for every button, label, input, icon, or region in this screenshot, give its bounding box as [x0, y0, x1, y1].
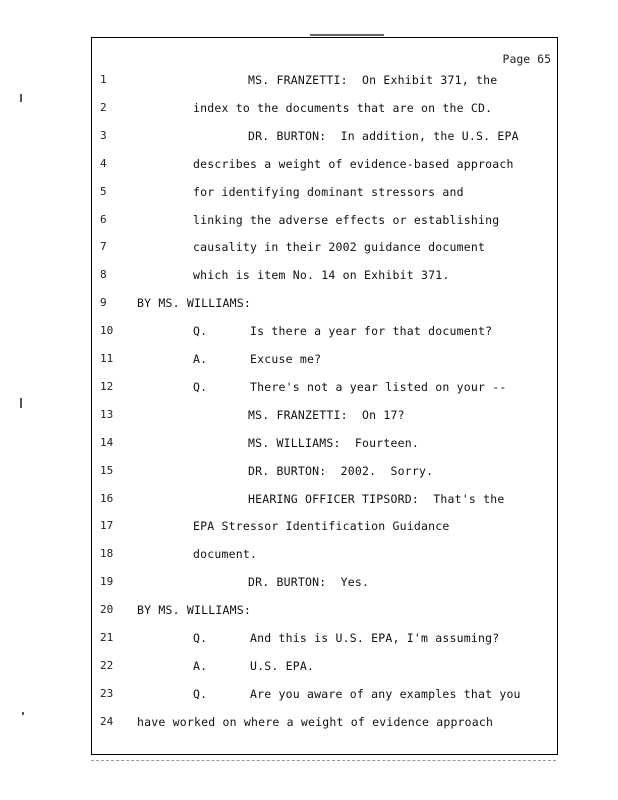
line-number: 20 — [100, 603, 114, 616]
page-number: Page 65 — [502, 52, 551, 66]
transcript-line: MS. FRANZETTI: On Exhibit 371, the — [248, 73, 498, 87]
transcript-line: BY MS. WILLIAMS: — [137, 296, 251, 310]
line-number: 18 — [100, 547, 114, 560]
line-number: 5 — [100, 185, 107, 198]
line-number: 19 — [100, 575, 114, 588]
transcript-line: EPA Stressor Identification Guidance — [193, 519, 450, 533]
line-number: 22 — [100, 659, 114, 672]
transcript-line: linking the adverse effects or establishing — [193, 213, 500, 227]
line-number: 13 — [100, 408, 114, 421]
line-number: 16 — [100, 492, 114, 505]
transcript-line: document. — [193, 547, 258, 561]
line-number: 8 — [100, 268, 107, 281]
transcript-line: Q. Are you aware of any examples that you — [193, 687, 521, 701]
transcript-line: causality in their 2002 guidance document — [193, 240, 486, 254]
transcript-line: Q. Is there a year for that document? — [193, 324, 493, 338]
line-number: 21 — [100, 631, 114, 644]
scan-speck — [20, 398, 22, 408]
transcript-line: A. Excuse me? — [193, 352, 322, 366]
transcript-line: for identifying dominant stressors and — [193, 185, 464, 199]
line-number: 15 — [100, 464, 114, 477]
page-top-mark — [310, 34, 384, 36]
transcript-line: have worked on where a weight of evidence approach — [137, 715, 494, 729]
line-number: 14 — [100, 436, 114, 449]
transcript-line: MS. WILLIAMS: Fourteen. — [248, 436, 419, 450]
transcript-line: HEARING OFFICER TIPSORD: That's the — [248, 492, 505, 506]
line-number: 4 — [100, 157, 107, 170]
line-number: 12 — [100, 380, 114, 393]
transcript-line: A. U.S. EPA. — [193, 659, 315, 673]
transcript-line: DR. BURTON: 2002. Sorry. — [248, 464, 434, 478]
transcript-line: DR. BURTON: Yes. — [248, 575, 370, 589]
transcript-line: Q. And this is U.S. EPA, I'm assuming? — [193, 631, 500, 645]
bottom-scan-noise — [91, 760, 556, 762]
transcript-line: which is item No. 14 on Exhibit 371. — [193, 268, 450, 282]
transcript-line: DR. BURTON: In addition, the U.S. EPA — [248, 129, 519, 143]
line-number: 11 — [100, 352, 114, 365]
line-number: 17 — [100, 519, 114, 532]
transcript-line: BY MS. WILLIAMS: — [137, 603, 251, 617]
transcript-line: describes a weight of evidence-based approach — [193, 157, 514, 171]
line-number: 10 — [100, 324, 114, 337]
line-number: 1 — [100, 73, 107, 86]
transcript-line: index to the documents that are on the CD. — [193, 101, 493, 115]
line-number: 24 — [100, 715, 114, 728]
line-number: 2 — [100, 101, 107, 114]
line-number: 7 — [100, 240, 107, 253]
line-number: 3 — [100, 129, 107, 142]
line-number: 9 — [100, 296, 107, 309]
scan-speck — [20, 94, 22, 102]
line-number: 23 — [100, 687, 114, 700]
page-frame — [91, 37, 558, 755]
transcript-line: Q. There's not a year listed on your -- — [193, 380, 507, 394]
transcript-line: MS. FRANZETTI: On 17? — [248, 408, 405, 422]
scan-speck — [22, 712, 24, 715]
line-number: 6 — [100, 213, 107, 226]
